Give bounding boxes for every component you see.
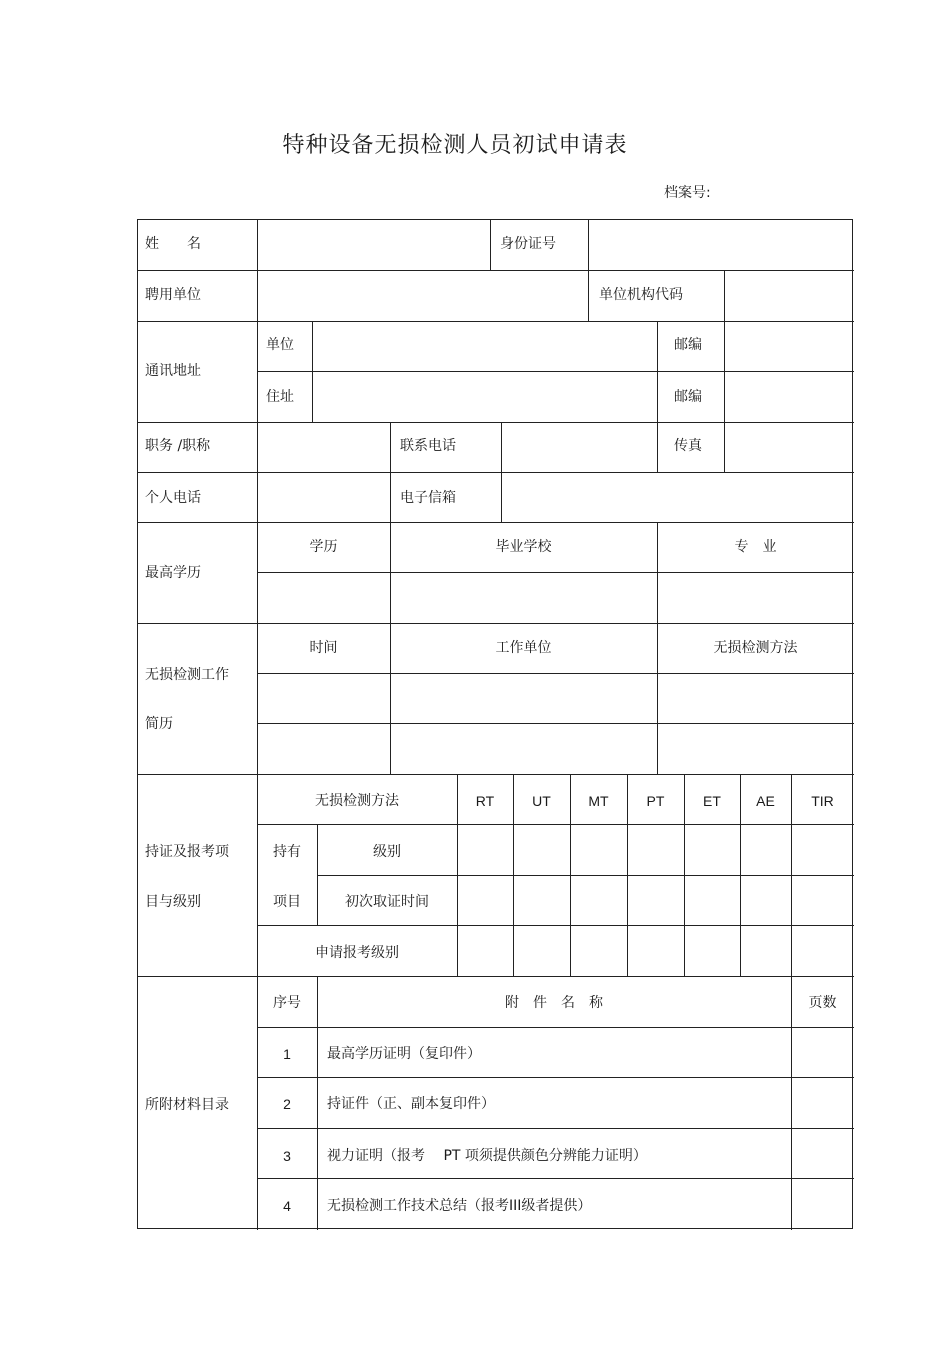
postcode-label: 邮编 (674, 337, 702, 353)
rule-v (657, 321, 658, 472)
method-ae: AE (756, 793, 775, 809)
method-pt: PT (646, 793, 665, 809)
rule-h (138, 472, 854, 473)
residence-label: 住址 (266, 389, 294, 405)
held-label-line1: 持有 (273, 844, 301, 860)
method-mt: MT (588, 793, 609, 809)
pages-header: 页数 (808, 995, 837, 1011)
application-form-table (137, 219, 853, 1229)
form-title: 特种设备无损检测人员初试申请表 (282, 133, 628, 158)
rule-v (317, 976, 318, 1230)
rule-h (257, 925, 854, 926)
work-place-header: 工作单位 (495, 640, 552, 656)
rule-v (390, 422, 391, 523)
first-cert-time-label: 初次取证时间 (345, 894, 429, 910)
method-tir: TIR (811, 793, 834, 809)
archive-number-label: 档案号: (664, 185, 711, 201)
rule-h (257, 572, 854, 573)
level-label: 级别 (373, 844, 401, 860)
attachment-no: 2 (283, 1096, 291, 1112)
position-label: 职务 /职称 (145, 438, 211, 454)
fax-label: 传真 (674, 438, 702, 454)
rule-v (490, 220, 491, 270)
rule-v (588, 220, 589, 270)
rule-v (312, 321, 313, 422)
attachment-name: 无损检测工作技术总结（报考III级者提供） (327, 1198, 592, 1214)
rule-h (138, 422, 854, 423)
major-header: 专 业 (734, 539, 777, 555)
rule-v (501, 472, 502, 522)
apply-level-label: 申请报考级别 (315, 945, 399, 961)
rule-h (138, 774, 854, 775)
rule-h (257, 1178, 854, 1179)
attachment-name: 最高学历证明（复印件） (327, 1046, 481, 1062)
rule-h (257, 723, 854, 724)
resume-label-line1: 无损检测工作 (145, 667, 229, 683)
attachment-name: 视力证明（报考 PT 项须提供颜色分辨能力证明） (327, 1148, 647, 1164)
work-unit-label: 单位 (266, 337, 294, 353)
attachment-no: 3 (283, 1148, 291, 1164)
rule-h (257, 371, 854, 372)
rule-v (501, 422, 502, 472)
rule-h (257, 824, 854, 825)
org-code-label: 单位机构代码 (599, 287, 683, 303)
rule-h (257, 673, 854, 674)
contact-phone-label: 联系电话 (400, 438, 456, 454)
name-label: 姓 名 (145, 236, 201, 252)
id-number-label: 身份证号 (500, 236, 556, 252)
address-label: 通讯地址 (145, 363, 201, 379)
rule-v (257, 220, 258, 1230)
ndt-method-header: 无损检测方法 (713, 640, 798, 656)
attachments-label: 所附材料目录 (145, 1097, 229, 1113)
rule-v (791, 976, 792, 1230)
rule-v (724, 270, 725, 321)
rule-h (257, 1128, 854, 1129)
rule-h (138, 270, 854, 271)
school-header: 毕业学校 (495, 539, 552, 555)
rule-v (588, 270, 589, 321)
rule-h (317, 875, 854, 876)
personal-phone-label: 个人电话 (145, 490, 201, 506)
rule-h (138, 623, 854, 624)
method-ut: UT (532, 793, 551, 809)
method-et: ET (703, 793, 721, 809)
seq-header: 序号 (273, 995, 301, 1011)
degree-header: 学历 (309, 539, 338, 555)
attachment-name-header: 附 件 名 称 (505, 995, 603, 1011)
rule-h (257, 1027, 854, 1028)
rule-h (138, 522, 854, 523)
time-header: 时间 (309, 640, 338, 656)
held-label-line2: 项目 (273, 894, 301, 910)
employer-label: 聘用单位 (145, 287, 201, 303)
attachment-name: 持证件（正、副本复印件） (327, 1096, 495, 1112)
method-rt: RT (475, 793, 495, 809)
cert-label-line2: 目与级别 (145, 894, 201, 910)
postcode-label: 邮编 (674, 389, 702, 405)
rule-v (724, 321, 725, 472)
attachment-no: 1 (283, 1046, 291, 1062)
cert-label-line1: 持证及报考项 (145, 844, 229, 860)
email-label: 电子信箱 (400, 490, 456, 506)
rule-h (138, 321, 854, 322)
resume-label-line2: 简历 (145, 716, 173, 732)
education-label: 最高学历 (145, 565, 201, 581)
attachment-no: 4 (283, 1198, 291, 1214)
rule-h (138, 976, 854, 977)
ndt-method-row-label: 无损检测方法 (315, 793, 399, 809)
rule-h (257, 1077, 854, 1078)
